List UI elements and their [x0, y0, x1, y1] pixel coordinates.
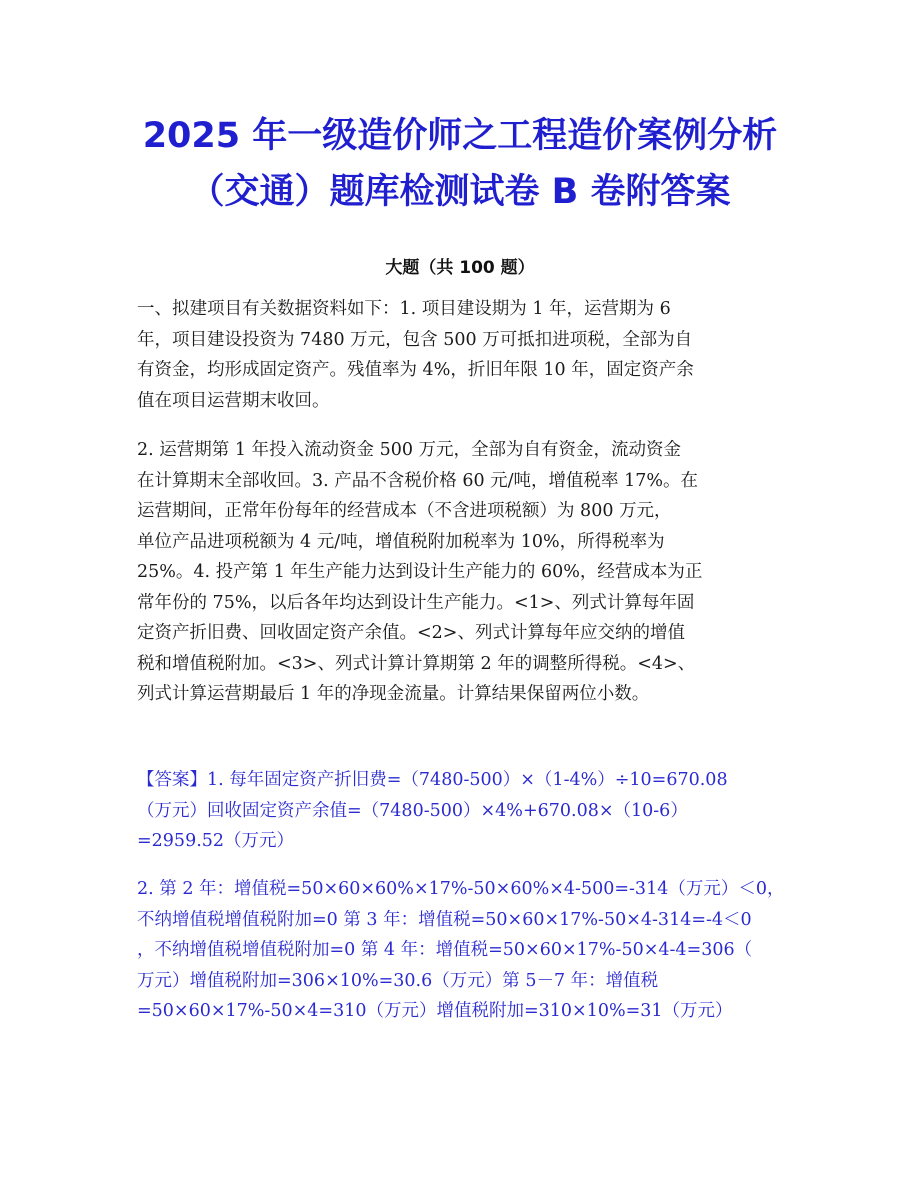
title-line-1: 2025 年一级造价师之工程造价案例分析 [142, 116, 778, 156]
answer-paragraph-2 [137, 874, 787, 1027]
text-line: 25%。4. 投产第 1 年生产能力达到设计生产能力的 60%，经营成本为正 [137, 562, 703, 582]
text-line: 有资金，均形成固定资产。残值率为 4%，折旧年限 10 年，固定资产余 [137, 360, 694, 380]
text-line: 年，项目建设投资为 7480 万元，包含 500 万可抵扣进项税，全部为自 [137, 329, 693, 350]
question-paragraph-1 [137, 294, 787, 416]
text-line: 一、拟建项目有关数据资料如下：1. 项目建设期为 1 年，运营期为 6 [137, 299, 671, 319]
answer-line: 【答案】1. 每年固定资产折旧费=（7480-500）×（1-4%）÷10=670.08 [137, 770, 728, 790]
text-line: 税和增值税附加。<3>、列式计算计算期第 2 年的调整所得税。<4>、 [137, 653, 696, 674]
text-line: 2. 运营期第 1 年投入流动资金 500 万元，全部为自有资金，流动资金 [137, 440, 682, 460]
answer-line: 不纳增值税增值税附加=0 第 3 年：增值税=50×60×17%-50×4-314=-4＜0 [137, 909, 752, 930]
text-line: 在计算期末全部收回。3. 产品不含税价格 60 元/吨，增值税率 17%。在 [137, 470, 699, 491]
text-line: 常年份的 75%，以后各年均达到设计生产能力。<1>、列式计算每年固 [137, 592, 695, 613]
title-line-2: （交通）题库检测试卷 B 卷附答案 [189, 172, 731, 212]
text-line: 定资产折旧费、回收固定资产余值。<2>、列式计算每年应交纳的增值 [137, 623, 685, 643]
answer-line: 2. 第 2 年：增值税=50×60×60%×17%-50×60%×4-500=-314（万元）＜0， [137, 879, 785, 899]
text-line: 值在项目运营期末收回。 [137, 390, 330, 411]
text-line: 列式计算运营期最后 1 年的净现金流量。计算结果保留两位小数。 [137, 684, 650, 704]
answer-line: 万元）增值税附加=306×10%=30.6（万元）第 5－7 年：增值税 [137, 970, 659, 991]
document-title [120, 108, 800, 220]
text-line: 运营期间，正常年份每年的经营成本（不含进项税额）为 800 万元， [137, 501, 672, 521]
text-line: 单位产品进项税额为 4 元/吨，增值税附加税率为 10%，所得税率为 [137, 531, 665, 552]
answer-paragraph-1 [137, 765, 787, 857]
question-paragraph-2 [137, 435, 787, 710]
answer-line: ，不纳增值税增值税附加=0 第 4 年：增值税=50×60×17%-50×4-4=306（ [137, 940, 753, 960]
answer-line: =50×60×17%-50×4=310（万元）增值税附加=310×10%=31（万元） [137, 1001, 733, 1021]
answer-line: （万元）回收固定资产余值=（7480-500）×4%+670.08×（10-6） [137, 800, 688, 821]
answer-line: =2959.52（万元） [137, 831, 295, 851]
section-heading: 大题（共 100 题） [385, 258, 535, 278]
